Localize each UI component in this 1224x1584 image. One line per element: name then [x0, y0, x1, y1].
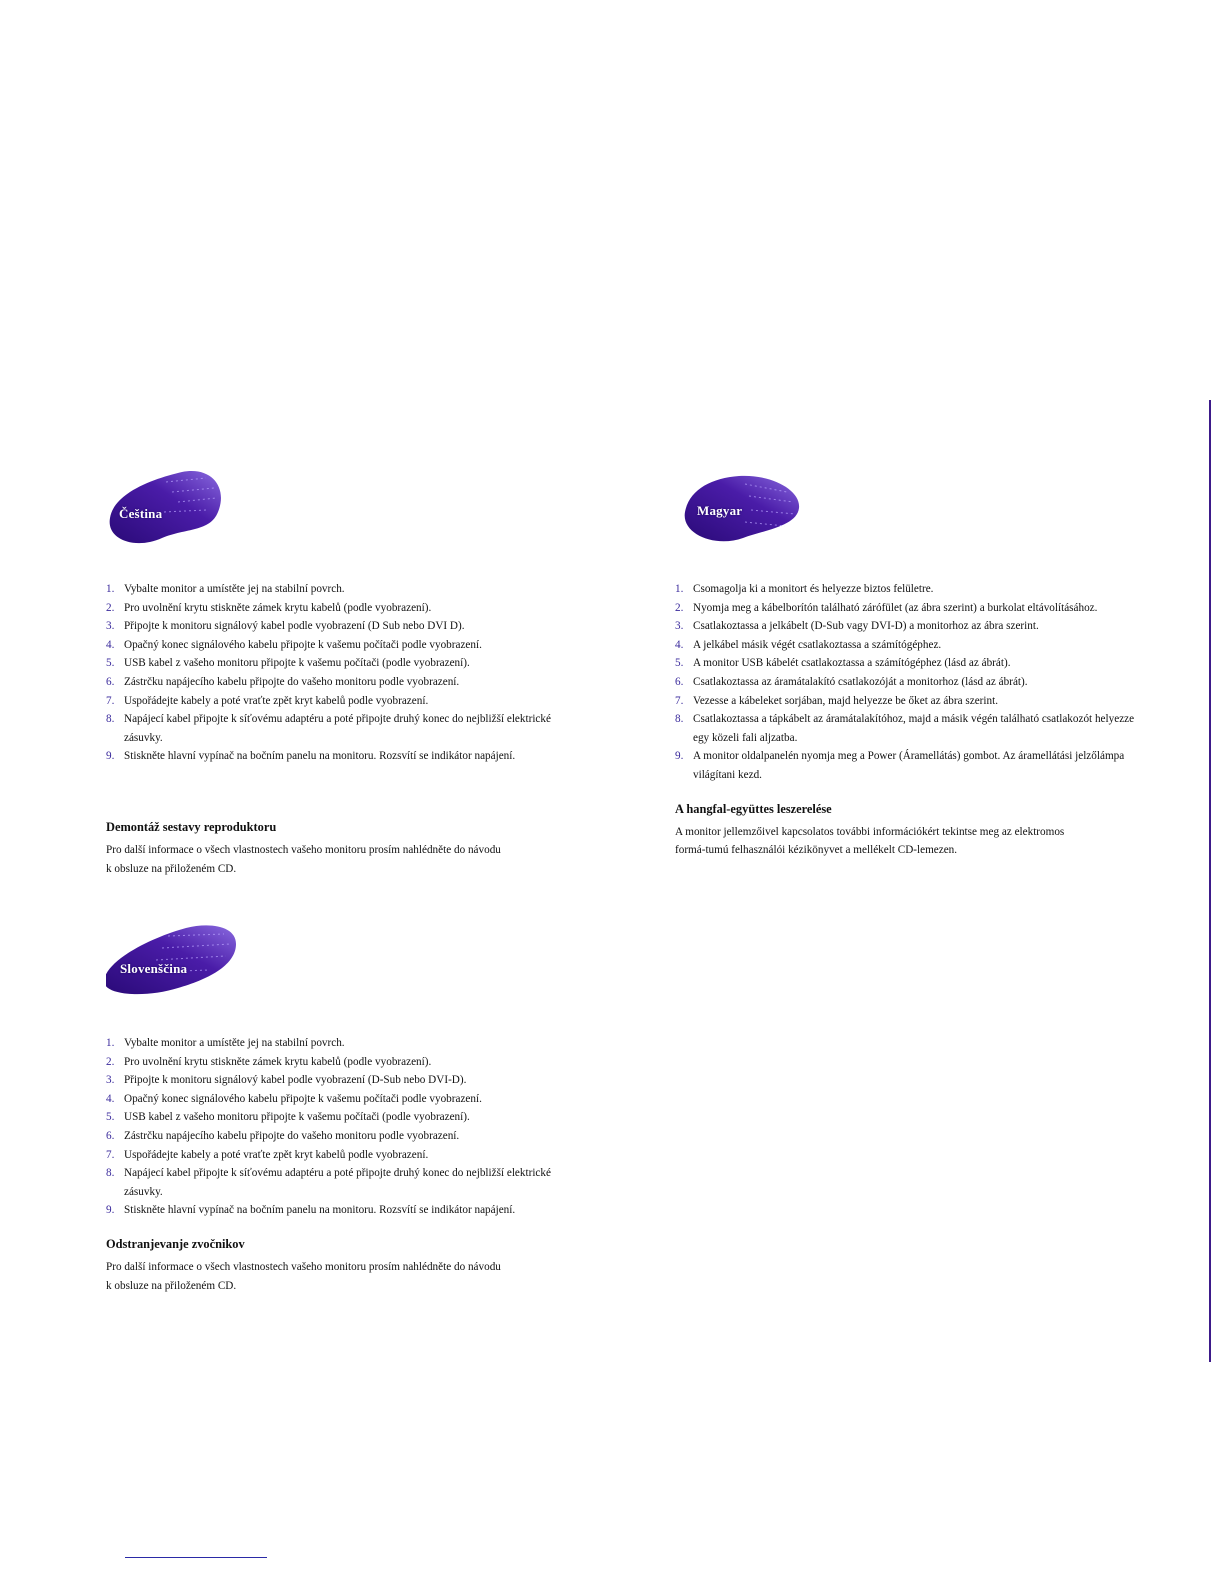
step-text: Připojte k monitoru signálový kabel podle vyobrazení (D Sub nebo DVI D).: [124, 620, 465, 633]
body-line: Pro další informace o všech vlastnostech vašeho monitoru prosím nahlédněte do návodu: [106, 1260, 501, 1273]
list-item: [106, 1108, 576, 1127]
section-magyar: [675, 468, 1135, 860]
step-text: Opačný konec signálového kabelu připojte k vašemu počítači podle vyobrazení.: [124, 638, 482, 651]
step-number: 6.: [675, 675, 684, 688]
step-text: Vybalte monitor a umístěte jej na stabilní povrch.: [124, 1037, 345, 1049]
list-item: [675, 692, 1135, 711]
list-item: [675, 654, 1135, 673]
step-text: Zástrčku napájecího kabelu připojte do vašeho monitoru podle vyobrazení.: [124, 675, 460, 688]
step-text: Uspořádejte kabely a poté vraťte zpět kryt kabelů podle vyobrazení.: [124, 1148, 429, 1161]
step-text: Připojte k monitoru signálový kabel podle vyobrazení (D-Sub nebo DVI-D).: [124, 1074, 467, 1087]
list-item: [106, 1164, 576, 1201]
section-subtitle: A hangfal-együttes leszerelése: [675, 801, 832, 816]
section-cestina: [106, 468, 576, 878]
list-item: [106, 599, 576, 618]
step-text: Pro uvolnění krytu stiskněte zámek krytu kabelů (podle vyobrazení).: [124, 601, 432, 614]
list-item: [675, 710, 1135, 747]
step-text: Csatlakoztassa az áramátalakító csatlakozóját a monitorhoz (lásd az ábrát).: [693, 675, 1028, 688]
list-item: [106, 1127, 576, 1146]
step-number: 9.: [106, 750, 115, 763]
step-number: 4.: [106, 638, 115, 651]
step-text: Opačný konec signálového kabelu připojte k vašemu počítači podle vyobrazení.: [124, 1092, 482, 1105]
list-item: [675, 599, 1135, 618]
language-badge: [675, 468, 825, 550]
step-number: 6.: [106, 675, 115, 688]
step-number: 7.: [675, 694, 684, 707]
list-item: [106, 710, 576, 747]
body-line: formá-tumú felhasználói kézikönyvet a mellékelt CD-lemezen.: [675, 844, 958, 857]
step-number: 2.: [675, 601, 684, 614]
badge-label: Magyar: [697, 503, 743, 518]
list-item: [106, 580, 576, 599]
list-item: [106, 747, 576, 766]
footnote-rule: [125, 1557, 267, 1558]
step-text: Uspořádejte kabely a poté vraťte zpět kryt kabelů podle vyobrazení.: [124, 694, 429, 707]
body-line: k obsluze na přiloženém CD.: [106, 1279, 237, 1292]
step-number: 9.: [675, 750, 684, 763]
step-text: A jelkábel másik végét csatlakoztassa a számítógéphez.: [693, 638, 942, 651]
step-number: 5.: [106, 657, 115, 670]
body-line: A monitor jellemzőivel kapcsolatos további információkért tekintse meg az elektromos: [675, 825, 1065, 838]
list-item: [106, 654, 576, 673]
language-badge: [106, 922, 256, 1004]
step-text: Csatlakoztassa a tápkábelt az áramátalakítóhoz, majd a másik végén található csatlakozót helyezze egy közeli fali aljzatba.: [693, 713, 1135, 744]
list-item: [106, 1053, 576, 1072]
side-rule: [1209, 400, 1211, 1362]
section-subtitle: Odstranjevanje zvočnikov: [106, 1236, 245, 1251]
badge-label: Slovenščina: [120, 961, 188, 976]
list-item: [106, 1034, 576, 1053]
step-number: 5.: [106, 1111, 115, 1124]
list-item: [106, 1090, 576, 1109]
step-number: 8.: [106, 1167, 115, 1180]
step-number: 8.: [675, 713, 684, 726]
step-number: 8.: [106, 713, 115, 726]
step-text: Napájecí kabel připojte k síťovému adaptéru a poté připojte druhý konec do nejbližší elektrické zásuvky.: [124, 713, 551, 744]
list-item: [106, 636, 576, 655]
list-item: [106, 673, 576, 692]
step-number: 4.: [675, 638, 684, 651]
step-number: 3.: [675, 620, 684, 633]
step-number: 7.: [106, 1148, 115, 1161]
language-badge: [106, 468, 256, 550]
list-item: [675, 747, 1135, 784]
step-text: Csatlakoztassa a jelkábelt (D-Sub vagy DVI-D) a monitorhoz az ábra szerint.: [693, 620, 1039, 633]
list-item: [106, 1201, 576, 1220]
step-number: 7.: [106, 694, 115, 707]
list-item: [106, 1071, 576, 1090]
list-item: [675, 636, 1135, 655]
step-text: Napájecí kabel připojte k síťovému adaptéru a poté připojte druhý konec do nejbližší elektrické zásuvky.: [124, 1167, 551, 1198]
step-number: 1.: [106, 583, 115, 595]
step-number: 2.: [106, 601, 115, 614]
steps-list: [675, 580, 1135, 785]
list-item: [675, 617, 1135, 636]
step-text: Vybalte monitor a umístěte jej na stabilní povrch.: [124, 583, 345, 595]
step-text: A monitor USB kábelét csatlakoztassa a számítógéphez (lásd az ábrát).: [693, 657, 1011, 670]
step-number: 5.: [675, 657, 684, 670]
step-text: Vezesse a kábeleket sorjában, majd helyezze be őket az ábra szerint.: [693, 694, 999, 707]
step-text: Zástrčku napájecího kabelu připojte do vašeho monitoru podle vyobrazení.: [124, 1129, 460, 1142]
steps-list: [106, 1034, 576, 1220]
step-text: A monitor oldalpanelén nyomja meg a Power (Áramellátás) gombot. Az áramellátási jelzőlámpa világítani kezd.: [693, 750, 1125, 781]
list-item: [106, 617, 576, 636]
step-text: Nyomja meg a kábelborítón található zárófület (az ábra szerint) a burkolat eltávolításához.: [693, 601, 1098, 614]
step-number: 1.: [675, 583, 684, 595]
list-item: [106, 1146, 576, 1165]
body-line: k obsluze na přiloženém CD.: [106, 862, 237, 875]
section-subtitle: Demontáž sestavy reproduktoru: [106, 819, 277, 834]
step-text: Csomagolja ki a monitort és helyezze biztos felületre.: [693, 583, 934, 595]
steps-list: [106, 580, 576, 766]
step-text: Stiskněte hlavní vypínač na bočním panelu na monitoru. Rozsvítí se indikátor napájení.: [124, 1204, 516, 1217]
badge-label: Čeština: [119, 506, 163, 521]
step-number: 3.: [106, 1074, 115, 1087]
step-number: 9.: [106, 1204, 115, 1217]
step-text: USB kabel z vašeho monitoru připojte k vašemu počítači (podle vyobrazení).: [124, 1111, 470, 1124]
list-item: [675, 580, 1135, 599]
step-number: 6.: [106, 1129, 115, 1142]
section-slovenscina: [106, 922, 576, 1295]
body-line: Pro další informace o všech vlastnostech vašeho monitoru prosím nahlédněte do návodu: [106, 843, 501, 856]
step-number: 2.: [106, 1055, 115, 1068]
list-item: [675, 673, 1135, 692]
step-text: USB kabel z vašeho monitoru připojte k vašemu počítači (podle vyobrazení).: [124, 657, 470, 670]
list-item: [106, 692, 576, 711]
step-number: 4.: [106, 1092, 115, 1105]
step-text: Pro uvolnění krytu stiskněte zámek krytu kabelů (podle vyobrazení).: [124, 1055, 432, 1068]
step-number: 1.: [106, 1037, 115, 1049]
step-text: Stiskněte hlavní vypínač na bočním panelu na monitoru. Rozsvítí se indikátor napájení.: [124, 750, 516, 763]
step-number: 3.: [106, 620, 115, 633]
